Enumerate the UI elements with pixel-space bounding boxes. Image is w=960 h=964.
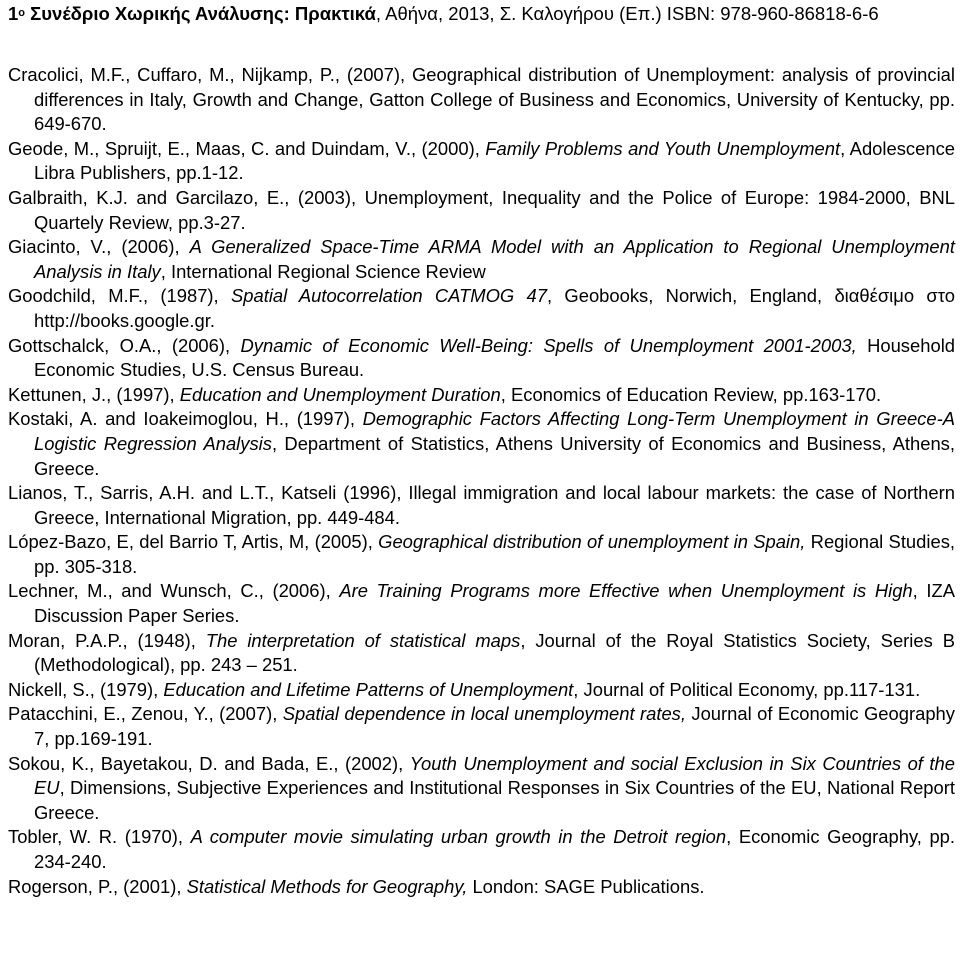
reference-text: Rogerson, P., (2001),	[8, 875, 187, 897]
reference-item	[8, 678, 955, 703]
conference-ordinal: 1	[8, 3, 19, 24]
reference-text: Moran, P.A.P., (1948),	[8, 629, 206, 651]
reference-item	[8, 383, 955, 408]
reference-text: Cracolici, M.F., Cuffaro, M., Nijkamp, P., (2007), Geographical distribution of Unemployment: analysis of provincial differences in Italy, Growth and Change, Gatton College of Business and Economics, University of Kentucky, pp. 649-670.	[8, 64, 955, 135]
reference-title: Demographic Factors Affecting Long-Term Unemployment in Greece-A Logistic Regression Analysis	[34, 408, 955, 454]
reference-text: Patacchini, E., Zenou, Y., (2007),	[8, 703, 283, 725]
reference-source: London: SAGE Publications.	[467, 875, 705, 897]
reference-source: , IZA Discussion Paper Series.	[34, 580, 955, 627]
reference-source: , Economic Geography, pp. 234-240.	[34, 826, 956, 872]
reference-title: Education and Unemployment Duration	[179, 383, 501, 405]
reference-source: , Geobooks, Norwich, England, διαθέσιμο στο http://books.google.gr.	[34, 285, 955, 331]
reference-source: Regional Studies, pp. 305-318.	[34, 531, 956, 577]
reference-text: Galbraith, K.J. and Garcilazo, E., (2003), Unemployment, Inequality and the Police of Europe: 1984-2000, BNL Quartely Review, pp.3-27.	[8, 186, 955, 233]
reference-text: Tobler, W. R. (1970),	[8, 826, 191, 848]
reference-item	[8, 284, 955, 333]
reference-item	[8, 481, 955, 530]
reference-item	[8, 702, 955, 751]
reference-title: The interpretation of statistical maps	[205, 629, 521, 651]
reference-title: Spatial Autocorrelation CATMOG 47	[230, 285, 547, 307]
reference-text: Giacinto, V., (2006),	[8, 236, 190, 258]
conference-title: Συνέδριο Χωρικής Ανάλυσης: Πρακτικά	[25, 3, 376, 24]
running-header	[8, 0, 958, 28]
conference-ordinal-suffix: ο	[18, 7, 26, 19]
reference-source: , Journal of Political Economy, pp.117-131.	[573, 678, 921, 700]
reference-item	[8, 137, 955, 186]
reference-source: , Journal of the Royal Statistics Society, Series B (Methodological), pp. 243 – 251.	[34, 629, 955, 676]
reference-text: Kostaki, A. and Ioakeimoglou, H., (1997),	[8, 408, 363, 430]
reference-source: , International Regional Science Review	[160, 260, 486, 282]
reference-source: , Dimensions, Subjective Experiences and Institutional Responses in Six Countries of the EU, National Report Greece.	[34, 777, 955, 823]
reference-item	[8, 407, 955, 481]
reference-item	[8, 752, 955, 826]
reference-list	[8, 63, 955, 899]
reference-source: , Department of Statistics, Athens University of Economics and Business, Athens, Greece.	[34, 432, 955, 479]
reference-title: Spatial dependence in local unemployment rates,	[282, 703, 686, 725]
reference-text: Geode, M., Spruijt, E., Maas, C. and Duindam, V., (2000),	[8, 137, 486, 159]
reference-source: Journal of Economic Geography 7, pp.169-191.	[34, 703, 955, 750]
reference-text: López-Bazo, E, del Barrio T, Artis, M, (2005),	[8, 531, 379, 553]
reference-text: Goodchild, M.F., (1987),	[8, 285, 231, 307]
reference-item	[8, 579, 955, 628]
reference-source: Household Economic Studies, U.S. Census Bureau.	[34, 334, 956, 381]
reference-title: Youth Unemployment and social Exclusion in Six Countries of the EU	[34, 752, 955, 799]
reference-source: , Adolescence Libra Publishers, pp.1-12.	[34, 137, 955, 184]
conference-details: , Αθήνα, 2013, Σ. Καλογήρου (Επ.) ISBN: 978-960-86818-6-6	[375, 3, 879, 24]
reference-text: Gottschalck, O.A., (2006),	[8, 334, 241, 356]
reference-item	[8, 825, 955, 874]
reference-item	[8, 235, 955, 284]
reference-item	[8, 875, 955, 900]
reference-item	[8, 186, 955, 235]
reference-text: Lianos, T., Sarris, A.H. and L.T., Katseli (1996), Illegal immigration and local labour markets: the case of Northern Greece, International Migration, pp. 449-484.	[8, 482, 955, 528]
reference-text: Nickell, S., (1979),	[8, 678, 164, 700]
reference-item	[8, 530, 955, 579]
reference-text: Lechner, M., and Wunsch, C., (2006),	[8, 580, 340, 602]
reference-item	[8, 629, 955, 678]
reference-title: A computer movie simulating urban growth in the Detroit region	[190, 826, 727, 848]
reference-title: Are Training Programs more Effective when Unemployment is High	[339, 580, 913, 602]
reference-title: A Generalized Space-Time ARMA Model with an Application to Regional Unemployment Analysis in Italy	[34, 236, 955, 282]
reference-text: Sokou, K., Bayetakou, D. and Bada, E., (2002),	[8, 752, 410, 774]
reference-title: Geographical distribution of unemployment in Spain,	[378, 531, 806, 553]
reference-title: Dynamic of Economic Well-Being: Spells of Unemployment 2001-2003,	[240, 334, 857, 356]
reference-title: Family Problems and Youth Unemployment	[485, 137, 841, 159]
reference-item	[8, 334, 955, 383]
reference-title: Statistical Methods for Geography,	[186, 875, 468, 897]
reference-text: Kettunen, J., (1997),	[8, 383, 180, 405]
reference-title: Education and Lifetime Patterns of Unemployment	[163, 678, 574, 700]
reference-item	[8, 63, 955, 137]
reference-source: , Economics of Education Review, pp.163-170.	[500, 383, 882, 405]
